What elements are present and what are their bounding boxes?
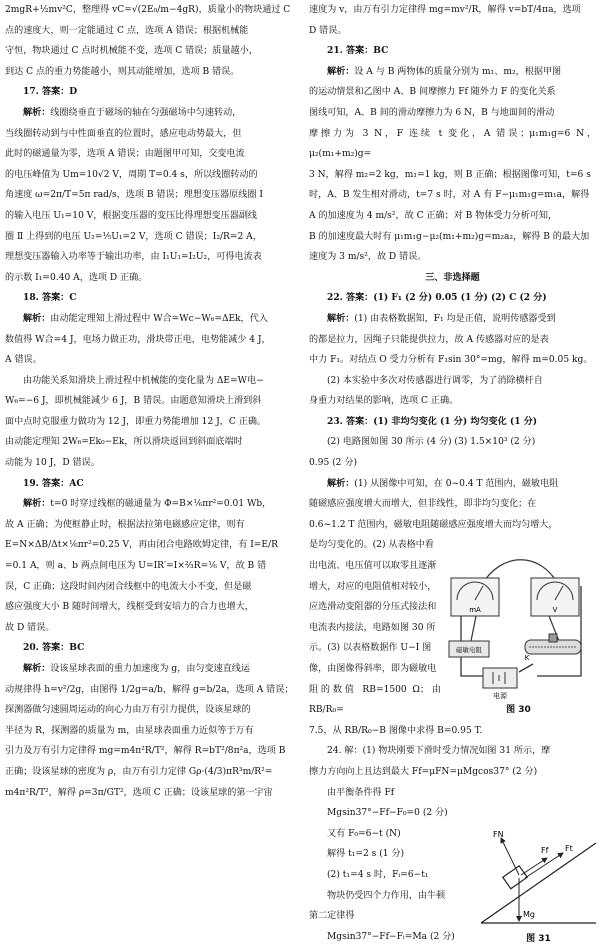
text-line: 第二定律得 [309, 911, 355, 922]
analysis-label: 解析： [327, 65, 355, 77]
figure-30 [441, 556, 596, 714]
text-content: (1) 由表格数据知，F₁ 均是正值，说明传感器受到 [354, 313, 556, 324]
text-line: 正确；设该星球的密度为 ρ，由万有引力定律 Gρ·(4/3)πR³m/R²= [5, 766, 273, 777]
analysis-label: 解析： [23, 498, 51, 510]
text-line [5, 659, 294, 680]
text-line: 引力及万有引力定律得 mg=m4π²R/T²，解得 R=bT²/8π²a，选项 B [5, 746, 286, 757]
text-line: 角速度 ω=2π/T=5π rad/s，选项 B 错误；理想变压器原线圈 Ⅰ [5, 190, 263, 201]
milliammeter-icon [451, 578, 499, 616]
text-content: 由动能定理知上滑过程中 W合=Wc−W₆=ΔEk，代入 [50, 313, 268, 324]
text-line [5, 494, 294, 515]
text-content: 解得 t₁=2 s (1 分) [327, 849, 405, 860]
text-line: 守恒，物块通过 C 点时机械能不变，选项 C 错误；质量越小， [5, 46, 258, 57]
text-content: t=0 时穿过线框的磁通量为 Φ=B×⅙πr²=0.01 Wb， [50, 499, 272, 510]
text-line: 像，由图像得斜率，即为磁敏电 [309, 664, 437, 674]
text-line: 的电压峰值为 Um=10√2 V，周期 T=0.4 s，所以线圈转动的 [5, 169, 258, 180]
text-line: 摩擦力为 3 N，F 连续 t 变化，A 错误；μ₁m₁g=6 N，μ₂(m₁+m₂)g= [309, 128, 596, 160]
text-line: 数值得 W合=4 J，电场力做正功，滑块带正电，电势能减少 4 J， [5, 334, 271, 345]
text-line: 增大，对应的电阻值相对较小， [309, 581, 437, 592]
text-line: 示。(3) 以表格数据作 U−I 图 [309, 643, 432, 654]
text-line [309, 309, 596, 330]
text-line [309, 432, 596, 453]
text-line: 的输入电压 U₁=10 V，根据变压器的变压比得理想变压器副线 [5, 210, 258, 221]
text-line: 0.6~1.2 T 范围内，磁敏电阻随磁感应强度增大而均匀增大， [309, 519, 558, 530]
text-content: (2) t₁=4 s 时，Fᵢ=6−t₁ [327, 869, 429, 880]
text-line [309, 927, 481, 948]
figure30-block [309, 556, 596, 721]
text-line: 速度为 v，由万有引力定律得 mg=mv²/R，解得 v=bT/4πa，选项 [309, 5, 581, 15]
text-line: 的示数 I₁=0.40 A，选项 D 正确。 [5, 272, 148, 283]
text-content: 设 A 与 B 两物体的质量分别为 m₁、m₂，根据甲图 [354, 66, 562, 77]
block-icon [503, 865, 527, 888]
analysis-label: 解析： [23, 106, 51, 118]
text-line: W₆=−6 J，即机械能减少 6 J，B 错误。由题意知滑块上滑到斜 [5, 396, 262, 407]
text-line: 面中点时克服重力做功为 12 J，即重力势能增加 12 J，C 正确。 [5, 416, 267, 427]
text-line [309, 62, 596, 83]
voltmeter-icon [531, 578, 579, 616]
switch-icon [519, 654, 533, 672]
text-line: B 的加速度最大时有 μ₁m₁g−μ₂(m₁+m₂)g=m₂a₂，解得 B 的最大加 [309, 231, 590, 242]
text-content: (2) 本实验中多次对传感器进行调零，为了消除横杆自 [327, 375, 543, 386]
answer-heading: 19. 答案：AC [23, 477, 84, 489]
text-line: 故 A 正确；为使框静止时，根据法拉第电磁感应定律，则有 [5, 519, 245, 530]
ft-label: Ft [565, 843, 573, 853]
text-line: 身重力对结果的影响，选项 C 正确。 [309, 396, 459, 407]
text-line: 应选滑动变阻器的分压式接法和 [309, 602, 437, 613]
circuit-diagram [441, 556, 596, 714]
text-content: 由功能关系知滑块上滑过程中机械能的变化量为 ΔE=W电− [23, 375, 264, 386]
text-content: Mgsin37°−Ff−Fᵢ=Ma (2 分) [327, 931, 455, 942]
text-line: 的都是拉力，因绳子只能提供拉力，故 A 传感器对应的是表 [309, 334, 549, 345]
answer-heading: 17. 答案：D [23, 86, 78, 98]
text-content: (1) 从图像中可知，在 0~0.4 T 范围内，磁敏电阻 [354, 478, 559, 489]
text-line: 到达 C 点的重力势能越小，则其动能增加，选项 B 错误。 [5, 66, 240, 77]
battery-icon [483, 668, 517, 700]
text-line: 阻的数值 RB=1500 Ω；由 RB/R₀= [309, 684, 441, 716]
force-diagram [481, 783, 596, 943]
answer-heading: 18. 答案：C [23, 292, 77, 304]
section-heading: 三、非选择题 [425, 271, 480, 283]
text-line: 此时的磁通量为零，选项 A 错误；由题图甲可知，交变电流 [5, 149, 245, 160]
text-line: 电流表内接法，电路如图 30 所 [309, 622, 436, 633]
text-content: 设该星球表面的重力加速度为 g，由匀变速直线运 [50, 664, 250, 674]
text-line: 图线可知，A、B 间的滑动摩擦力为 6 N，B 与地面间的滑动 [309, 107, 555, 118]
text-line: 随磁感应强度增大而增大，但非线性，即非均匀变化；在 [309, 499, 537, 510]
text-line [5, 309, 294, 330]
analysis-label: 解析： [327, 477, 355, 489]
text-line [5, 103, 294, 124]
text-line: 点的速度大，则一定能通过 C 点，选项 A 错误；根据机械能 [5, 25, 249, 36]
text-content: 物块仍受四个力作用，由牛顿 [327, 890, 446, 901]
magnetoresistor-icon [449, 641, 489, 657]
text-content: (2) 电路图如图 30 所示 (4 分) (3) 1.5×10³ (2 分) [327, 437, 536, 448]
left-column [5, 0, 294, 803]
answer-heading: 23. 答案：(1) 非均匀变化 (1 分) 均匀变化 (1 分) [327, 415, 538, 427]
answer-heading: 21. 答案：BC [327, 45, 389, 57]
answer-heading: 22. 答案：(1) F₁ (2 分) 0.05 (1 分) (2) C (2 分) [327, 292, 547, 304]
text-line: 圈 Ⅱ 上得到的电压 U₂=⅕U₁=2 V，选项 C 错误；I₂/R=2 A， [5, 231, 262, 242]
source-label: 电源 [493, 692, 507, 701]
text-line [309, 803, 481, 824]
rheostat-icon [525, 634, 581, 654]
text-line: 时，A、B 发生相对滑动，t=7 s 时，对 A 有 F−μ₁m₁g=m₁a，解得 [309, 190, 590, 201]
figure30-caption: 图 30 [506, 705, 531, 716]
text-content: 由平衡条件得 Ff [327, 787, 395, 798]
text-line: 2mgR+½mv²C，整理得 vC=√(2E₀/m−4gR)，质量小的物块通过 C [5, 5, 291, 15]
text-line: 感应强度大小 B 随时间增大，线框受到安培力的合力也增大， [5, 602, 254, 613]
text-line [309, 844, 481, 865]
ff-label: Ff [541, 845, 549, 855]
text-line: 误，C 正确；这段时间内闭合线框中的电流大小不变，但是磁 [5, 581, 252, 592]
analysis-label: 解析： [23, 312, 51, 324]
meter1-label: mA [469, 606, 481, 615]
text-line: 动能为 10 J，D 错误。 [5, 458, 100, 469]
analysis-label: 解析： [23, 663, 51, 674]
mg-label: Mg [523, 909, 535, 919]
text-line: E=N×ΔB/Δt×⅙πr²=0.25 V，再由闭合电路欧姆定律，有 I=E/R [5, 540, 278, 551]
text-line: 是均匀变化的。(2) 从表格中看 [309, 540, 434, 551]
text-line [309, 824, 481, 845]
text-line [309, 371, 596, 392]
text-line [309, 783, 481, 804]
text-line: 理想变压器输入功率等于输出功率，由 I₁U₁=I₂U₂，可得电流表 [5, 252, 262, 263]
text-line [309, 474, 596, 495]
meter2-label: V [552, 606, 558, 615]
fn-label: FN [493, 829, 504, 839]
text-line: 中力 F₁。对结点 O 受力分析有 F₁sin 30°=mg，解得 m=0.05 kg。 [309, 355, 593, 366]
text-line: D 错误。 [309, 25, 347, 36]
text-line: 7.5，从 RB/R₀−B 图像中求得 B=0.95 T. [309, 725, 483, 736]
text-content: 24. 解：(1) 物块刚要下滑时受力情况如图 31 所示，摩 [327, 746, 551, 757]
text-line: 出电流、电压值可以取零且逐渐 [309, 561, 437, 572]
figure-31 [481, 783, 596, 943]
text-line: m4π²R/T²，解得 ρ=3π/GT²，选项 C 正确；设该星球的第一宇宙 [5, 787, 273, 798]
text-line: A 的加速度为 4 m/s²，故 C 正确；对 B 物体受力分析可知， [309, 210, 558, 221]
text-content: Mgsin37°−Ff−F₀=0 (2 分) [327, 808, 448, 819]
answer-heading: 20. 答案：BC [23, 642, 85, 654]
text-line [309, 741, 596, 762]
text-line: 探测器做匀速圆周运动的向心力由万有引力提供，设该星球的 [5, 705, 251, 716]
text-line: 动规律得 h=v²/2g，由图得 1/2g=a/b，解得 g=b/2a，选项 A 错误； [5, 684, 294, 695]
text-line [5, 371, 294, 392]
text-line [309, 886, 481, 907]
text-content: 线圈绕垂直于磁场的轴在匀强磁场中匀速转动， [50, 107, 242, 118]
figure31-block [309, 783, 596, 948]
text-line [309, 865, 481, 886]
figure31-caption: 图 31 [526, 933, 551, 944]
text-line: 0.95 (2 分) [309, 458, 358, 469]
text-line: 由动能定理知 2W₆=Ek₀−Ek，所以滑块返回到斜面底端时 [5, 437, 243, 448]
text-line: =0.1 A，则 a、b 两点间电压为 U=IR′=I×⅔R=⅙ V，故 B 错 [5, 561, 267, 572]
text-line: A 错误。 [5, 355, 42, 366]
part-label: 磁敏电阻 [456, 646, 482, 655]
text-line: 半径为 R，探测器的质量为 m，由星球表面重力近似等于万有 [5, 725, 254, 736]
text-line: 故 D 错误。 [5, 622, 55, 633]
text-line: 的运动情景和乙图中 A、B 间摩擦力 Ff 随外力 F 的变化关系 [309, 87, 556, 98]
text-line: 当线圈转动到与中性面垂直的位置时，感应电动势最大，但 [5, 128, 242, 139]
text-line: 速度为 3 m/s²，故 D 错误。 [309, 252, 427, 263]
right-column [309, 0, 596, 947]
switch-label: K [524, 654, 530, 663]
text-line: 3 N，解得 m₂=2 kg，m₁=1 kg，则 B 正确；根据图像可知，t=6 s [309, 169, 591, 180]
text-content: 又有 F₀=6−t (N) [327, 828, 401, 839]
analysis-label: 解析： [327, 312, 355, 324]
text-line: 擦力方向向上且达到最大 Ff=μFN=μMgcos37° (2 分) [309, 766, 538, 777]
